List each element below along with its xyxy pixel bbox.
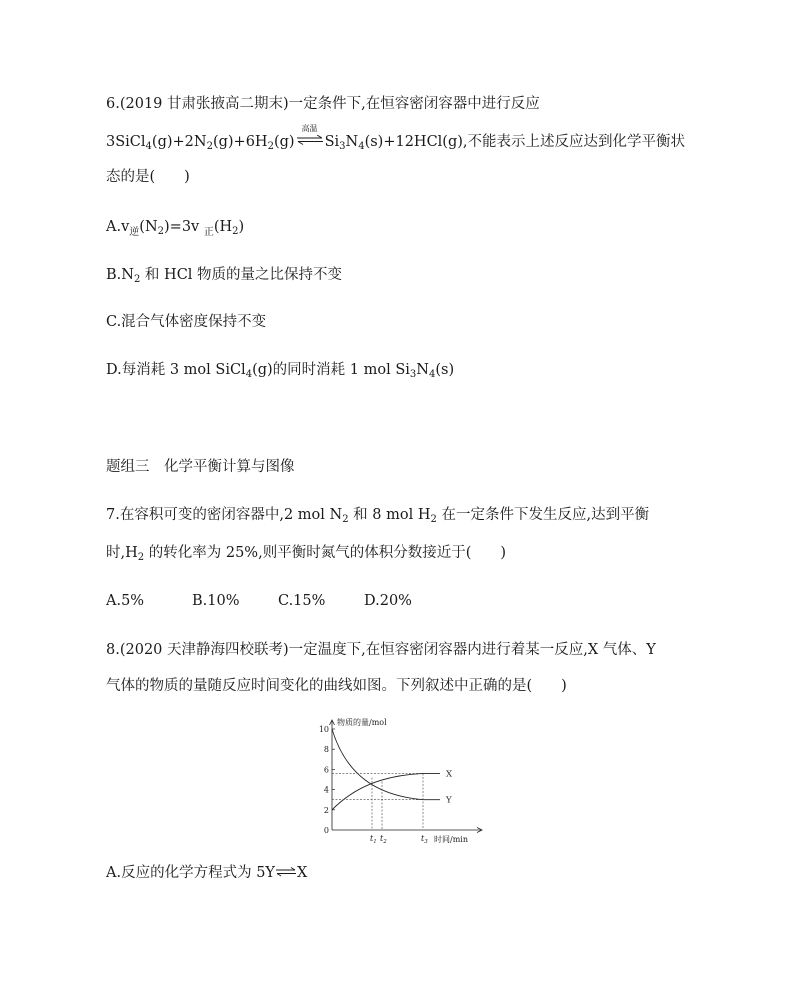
y-tick-label: 6 — [323, 765, 329, 775]
q7-option-b[interactable]: B.10% — [192, 593, 240, 609]
q7-stem-line1: 7.在容积可变的密闭容器中,2 mol $N_2$ 和 8 mol $H_2$ 在一定条件下发生反应,达到平衡 — [106, 507, 650, 525]
q6-reaction-condition: 高温 — [301, 124, 318, 133]
q7-option-c[interactable]: C.15% — [278, 593, 326, 609]
series-x-label: X — [446, 769, 453, 780]
q6-stem-text: 6.(2019 甘肃张掖高二期末)一定条件下,在恒容密闭容器中进行反应 — [106, 96, 540, 112]
y-tick-label: 8 — [323, 745, 329, 755]
q8-option-a-left: A.反应的化学方程式为 5Y — [106, 865, 275, 881]
section-title: 题组三 化学平衡计算与图像 — [106, 459, 295, 475]
q6-stem-line3: 态的是( ) — [106, 169, 190, 185]
q7-option-a[interactable]: A.5% — [106, 593, 145, 609]
reversible-arrow-icon — [297, 124, 323, 147]
amount-time-chart — [310, 712, 486, 846]
reversible-arrow-icon — [276, 867, 296, 877]
y-tick-label: 4 — [323, 785, 329, 795]
x-tick-label: $t_1$ — [370, 834, 377, 845]
x-axis-label: 时间/min — [434, 835, 468, 844]
q7-stem-line2: 时$,H_2$ 的转化率为 25%,则平衡时氮气的体积分数接近于( ) — [106, 545, 507, 563]
q6-equation-right: $Si_3N_4(s)+12HCl(g)$,不能表示上述反应达到化学平衡状 — [324, 134, 686, 152]
q7-options — [106, 592, 450, 610]
q8-option-a-right: X — [297, 865, 308, 881]
q6-stem-line1 — [106, 95, 540, 113]
y-tick-label: 10 — [318, 725, 329, 734]
y-axis-label: 物质的量/mol — [337, 718, 387, 727]
x-tick-label: $t_2$ — [380, 834, 387, 845]
q6-option-a[interactable]: $A.v_逆(N_2)=3v$ $_正(H_2)$ — [106, 219, 245, 238]
q6-equation-left: $3SiCl_4(g)+2N_2(g)+6H_2(g)$ — [106, 134, 295, 152]
q6-option-b[interactable]: $B.N_2$ 和 HCl 物质的量之比保持不变 — [106, 267, 343, 285]
q6-option-d[interactable]: D.每消耗 3 mol SiCl$_4$(g)的同时消耗 1 mol $Si_3N_4(s)$ — [106, 362, 455, 380]
y-tick-label: 2 — [323, 805, 329, 815]
q8-stem-line1: 8.(2020 天津静海四校联考)一定温度下,在恒容密闭容器内进行着某一反应,X 气体、Y — [106, 642, 656, 658]
x-tick-label: $t_3$ — [421, 834, 428, 845]
series-y-label: Y — [446, 795, 452, 806]
q8-option-a[interactable] — [106, 864, 307, 882]
q6-equation-line — [106, 124, 686, 152]
series-y-line — [332, 729, 440, 800]
q6-option-c[interactable]: C.混合气体密度保持不变 — [106, 314, 267, 330]
q8-stem-line2: 气体的物质的量随反应时间变化的曲线如图。下列叙述中正确的是( ) — [106, 678, 567, 694]
y-tick-label: 0 — [323, 826, 329, 835]
chart-svg — [310, 712, 486, 846]
q7-option-d[interactable]: D.20% — [364, 593, 412, 609]
